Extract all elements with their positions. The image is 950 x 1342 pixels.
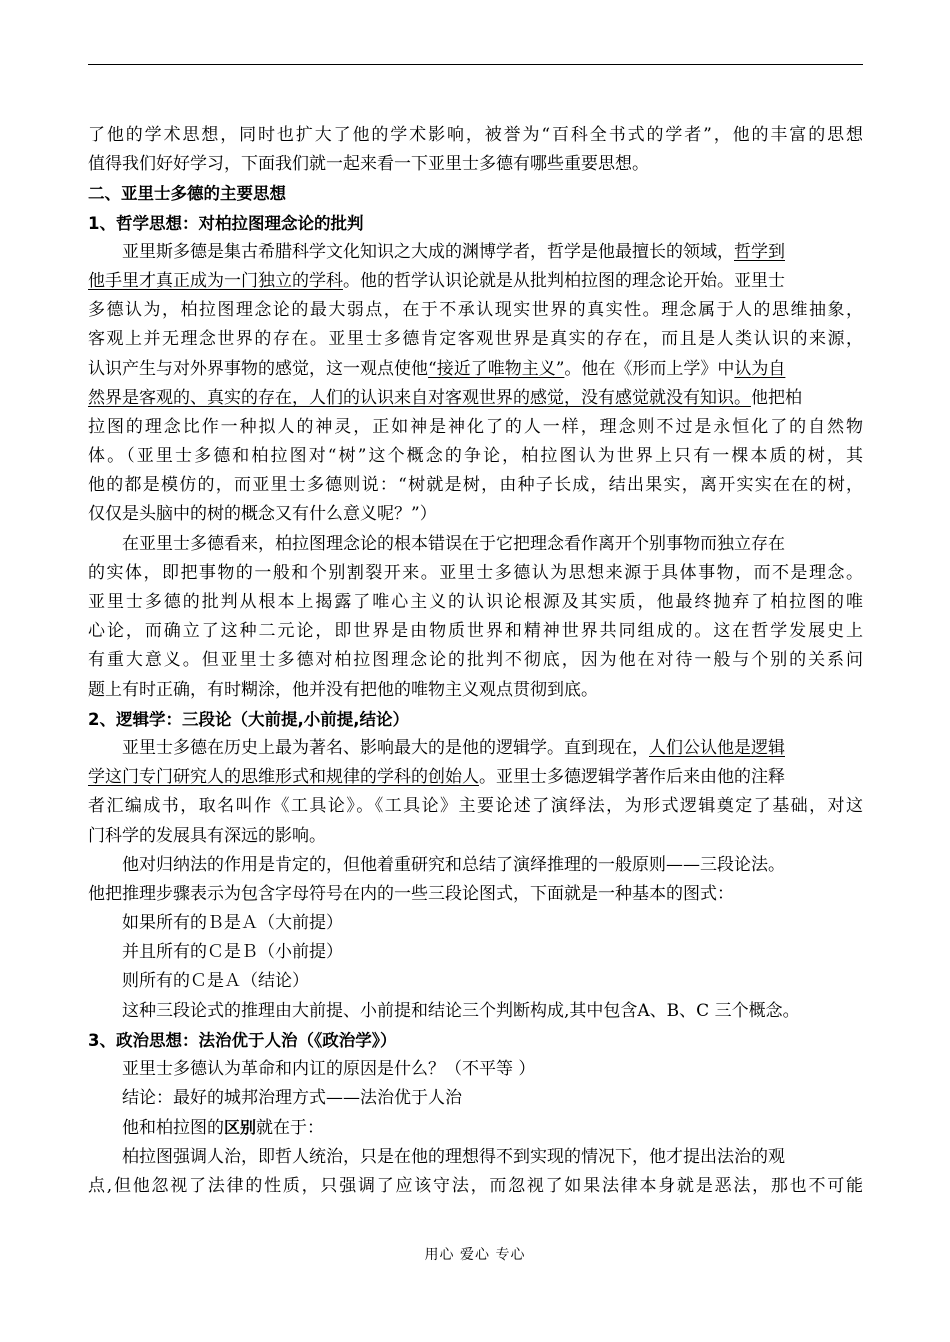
line-text: 结论：最好的城邦治理方式——法治优于人治 [122,1088,462,1109]
subsection-heading [88,209,863,238]
line-text: 者汇编成书，取名叫作《工具论》。《工具论》主要论述了演绎法，为形式逻辑奠定了基础，对这 [88,796,863,817]
paragraph-line [88,1055,863,1084]
paragraph-line [88,500,863,529]
paragraph-line: 然界是客观的、真实的存在，人们的认识来自对客观世界的感觉，没有感觉就没有知识。他把柏 [88,387,802,408]
paragraph-line: 他和柏拉图的区别就在于： [122,1118,325,1139]
line-text: 1、哲学思想：对柏拉图理念论的批判 [88,213,364,233]
paragraph-line [88,296,863,325]
document-body [88,121,863,1201]
line-text: 他对归纳法的作用是肯定的，但他着重研究和总结了演绎推理的一般原则——三段论法。 [122,854,785,875]
paragraph-line [88,646,863,675]
line-text: 点,但他忽视了法律的性质，只强调了应该守法，而忽视了如果法律本身就是恶法，那也不可能 [88,1175,863,1196]
underlined-text: 人们公认他是逻辑 [649,737,785,758]
line-text: 客观上并无理念世界的存在。亚里士多德肯定客观世界是真实的存在，而且是人类认识的来源， [88,329,863,350]
paragraph-line [88,617,863,646]
paragraph-line [88,822,863,851]
bold-text: 区别 [224,1118,257,1138]
paragraph-line [88,150,863,179]
syllogism-line [88,938,863,967]
line-text: 有重大意义。但亚里士多德对柏拉图理念论的批判不彻底，因为他在对待一般与个别的关系问 [88,650,863,671]
paragraph-line [88,442,863,471]
section-heading [88,179,863,208]
paragraph-line: 他手里才真正成为一门独立的学科。他的哲学认识论就是从批判柏拉图的理念论开始。亚里士 [88,270,785,291]
subsection-heading [88,705,863,734]
page-footer: 用心 爱心 专心 [424,1247,526,1263]
paragraph-line [88,997,863,1026]
line-text: 3、政治思想：法治优于人治（《政治学》） [88,1030,397,1050]
line-text: 如果所有的Ｂ是Ａ（大前提） [122,913,343,934]
header-rule [88,64,863,65]
paragraph-line [88,325,863,354]
line-text: 仅仅是头脑中的树的概念又有什么意义呢？”） [88,504,437,525]
underlined-text: 认为自 [734,358,786,379]
paragraph-line: 认识产生与对外界事物的感觉，这一观点使他“接近了唯物主义”。他在《形而上学》中认为自 [88,358,786,379]
paragraph-line [88,1084,863,1113]
line-text: 心论，而确立了这种二元论，即世界是由物质世界和精神世界共同组成的。这在哲学发展史上 [88,621,863,642]
line-text: 拉图的理念比作一种拟人的神灵，正如神是神化了的人一样，理念则不过是永恒化了的自然物 [88,416,863,437]
paragraph-line [88,121,863,150]
paragraph-line [88,880,863,909]
paragraph-line [88,676,863,705]
line-text: 门科学的发展具有深远的影响。 [88,825,326,846]
paragraph-line [88,792,863,821]
paragraph-line [88,1143,863,1172]
underlined-text: 然界是客观的、真实的存在，人们的认识来自对客观世界的感觉，没有感觉就没有知识。 [88,387,751,408]
line-text: 这种三段论式的推理由大前提、小前提和结论三个判断构成,其中包含A、B、C 三个概念。 [122,1000,800,1021]
syllogism-line [88,909,863,938]
line-text: 亚里士多德的批判从根本上揭露了唯心主义的认识论根源及其实质，他最终抛弃了柏拉图的唯 [88,592,863,612]
paragraph-line [88,851,863,880]
line-text: 他的都是模仿的，而亚里士多德则说：“树就是树，由种子长成，结出果实，离开实实在在的树， [88,475,863,496]
underlined-text: “接近了唯物主义” [428,358,565,379]
line-text: 亚里士多德认为革命和内讧的原因是什么？（不平等 ） [122,1059,536,1079]
line-text: 并且所有的Ｃ是Ｂ（小前提） [122,942,343,963]
paragraph-line [88,471,863,500]
paragraph-line: 亚里斯多德是集古希腊科学文化知识之大成的渊博学者，哲学是他最擅长的领域，哲学到 [122,241,785,262]
paragraph-line [88,588,863,617]
line-text: 柏拉图强调人治，即哲人统治，只是在他的理想得不到实现的情况下，他才提出法治的观 [122,1146,785,1167]
line-text: 二、亚里士多德的主要思想 [88,184,286,204]
paragraph-line [88,530,863,559]
line-text: 他把推理步骤表示为包含字母符号在内的一些三段论图式，下面就是一种基本的图式： [88,883,734,904]
line-text: 2、逻辑学：三段论（大前提,小前提,结论） [88,709,410,729]
paragraph-line [88,1172,863,1201]
line-text: 多德认为，柏拉图理念论的最大弱点，在于不承认现实世界的真实性。理念属于人的思维抽象， [88,300,863,321]
paragraph-line [88,559,863,588]
line-text: 了他的学术思想，同时也扩大了他的学术影响，被誉为“百科全书式的学者”，他的丰富的思想 [88,125,863,145]
underlined-text: 他手里才真正成为一门独立的学科 [88,270,343,291]
subsection-heading [88,1026,863,1055]
underlined-text: 学这门专门研究人的思维形式和规律的学科的创始人 [88,767,479,788]
line-text: 在亚里士多德看来，柏拉图理念论的根本错误在于它把理念看作离开个别事物而独立存在 [122,533,785,554]
line-text: 值得我们好好学习，下面我们就一起来看一下亚里士多德有哪些重要思想。 [88,154,649,175]
underlined-text: 哲学到 [734,241,785,262]
line-text: 则所有的Ｃ是Ａ（结论） [122,971,309,992]
paragraph-line [88,413,863,442]
syllogism-line [88,967,863,996]
line-text: 的实体，即把事物的一般和个别割裂开来。亚里士多德认为思想来源于具体事物，而不是理念。 [88,562,863,583]
paragraph-line: 学这门专门研究人的思维形式和规律的学科的创始人。亚里士多德逻辑学著作后来由他的注释 [88,767,785,788]
line-text: 体。（亚里士多德和柏拉图对“树”这个概念的争论，柏拉图认为世界上只有一棵本质的树，其 [88,446,863,467]
line-text: 题上有时正确，有时糊涂，他并没有把他的唯物主义观点贯彻到底。 [88,679,598,700]
paragraph-line: 亚里士多德在历史上最为著名、影响最大的是他的逻辑学。直到现在，人们公认他是逻辑 [122,737,785,758]
